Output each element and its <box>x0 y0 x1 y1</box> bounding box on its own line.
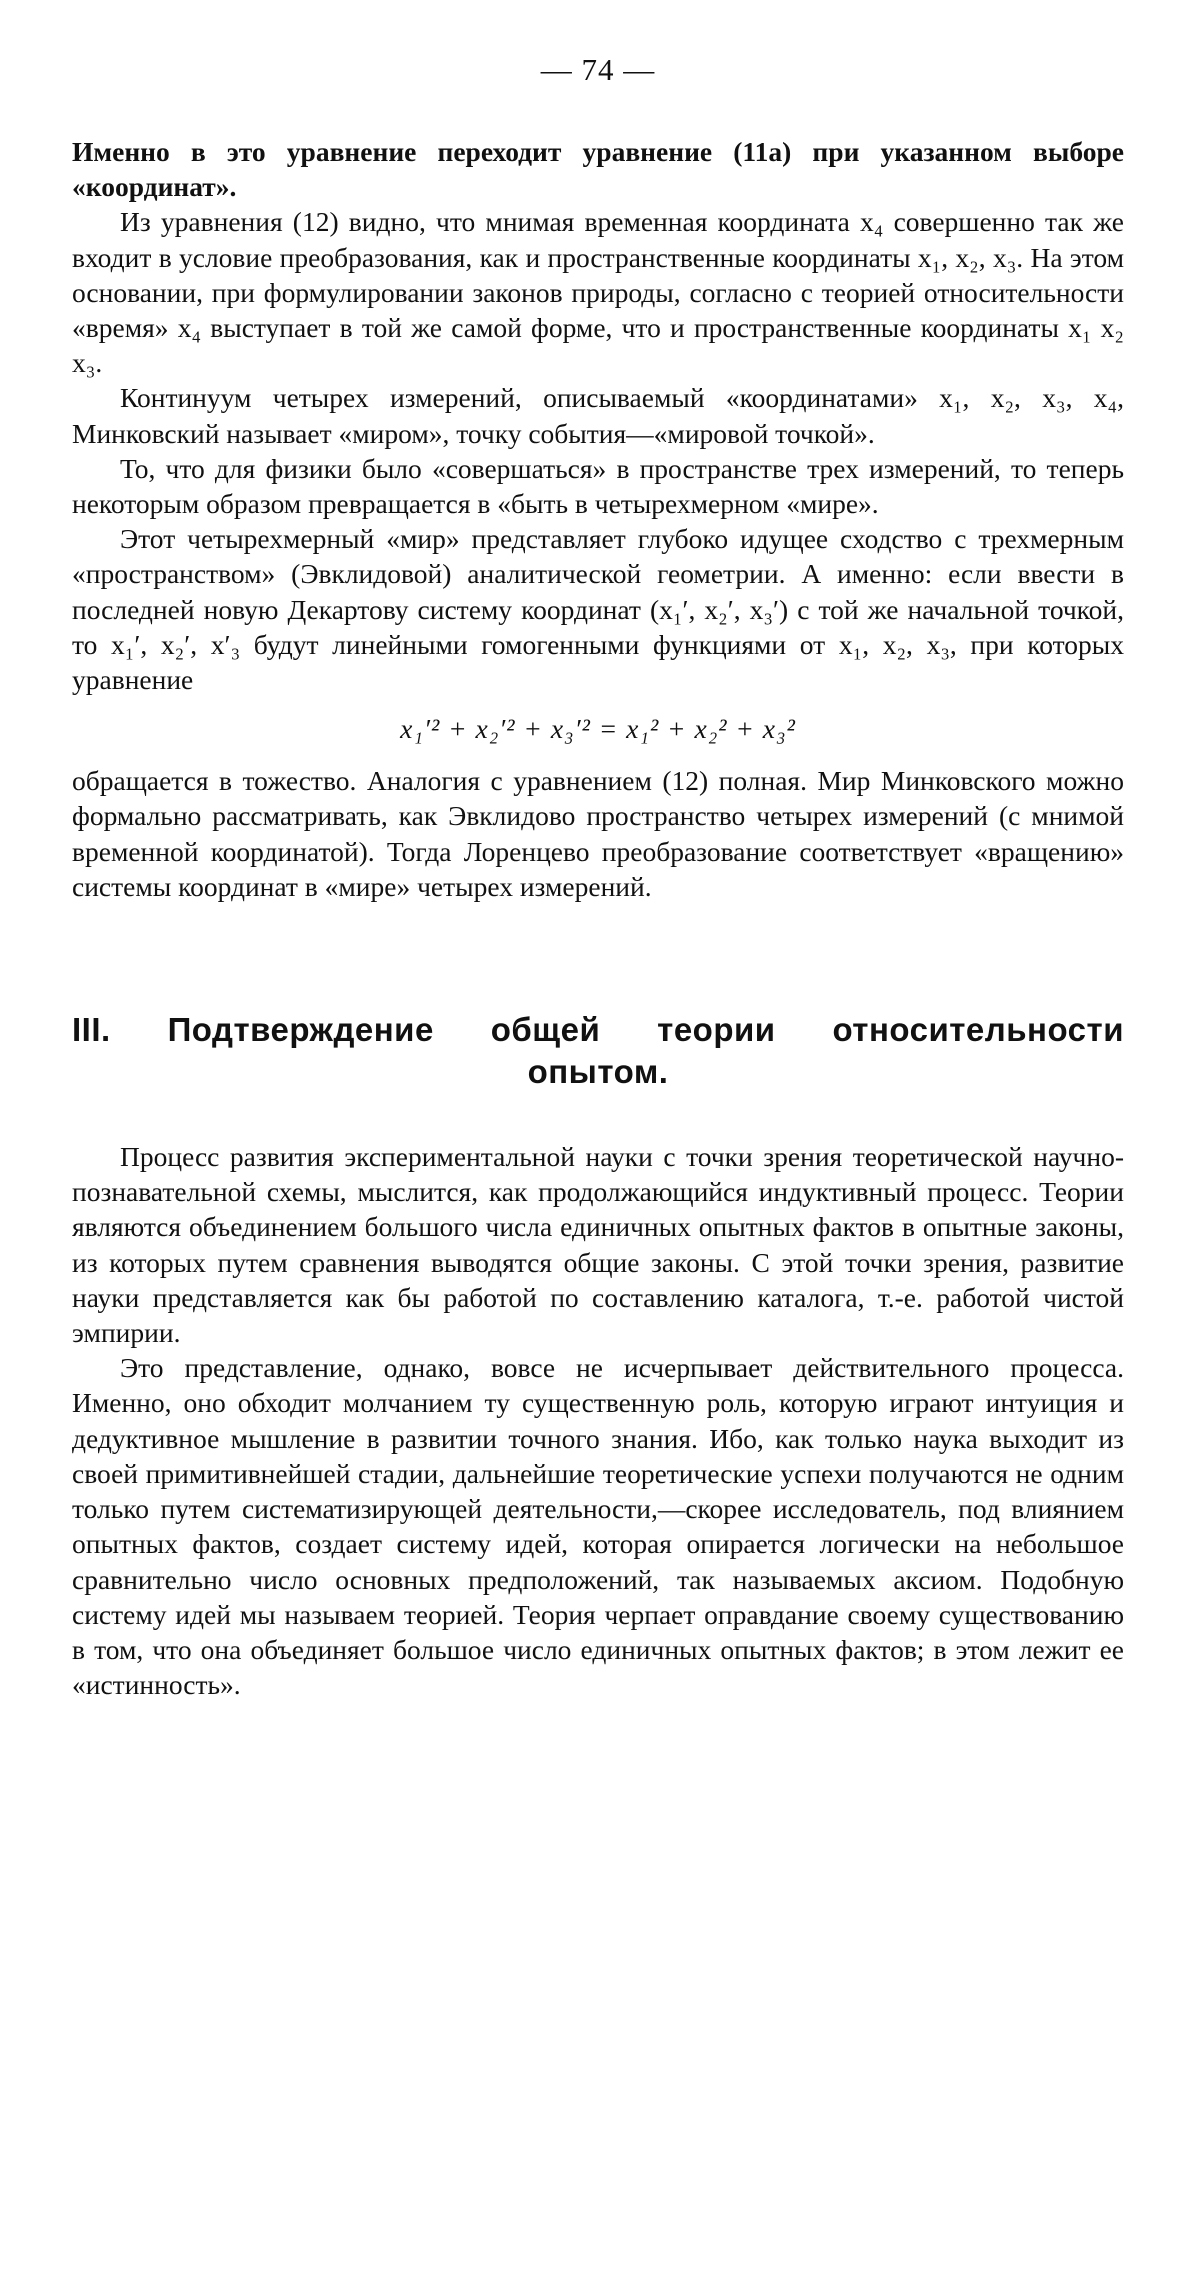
page <box>72 52 1124 1702</box>
section-heading-line-2: опытом. <box>527 1053 669 1091</box>
paragraph-after-equation: обращается в тожество. Аналогия с уравнением (12) полная. Мир Минковского можно формально рассматривать, как Эвклидово пространство четырех измерений (с мнимой временной координатой). Тогда Лоренцево преобразование соответствует «вращению» системы координат в «мире» четырех измерений. <box>72 765 1124 902</box>
paragraph-7: Это представление, однако, вовсе не исчерпывает действительного процесса. Именно, оно обходит молчанием ту существенную роль, которую играют интуиция и дедуктивное мышление в развитии точного знания. Ибо, как только наука выходит из своей примитивнейшей стадии, дальнейшие теоретические успехи получаются не одним только путем систематизирующей деятельности,—скорее исследователь, под влиянием опытных фактов, создает систему идей, которая опирается логически на небольшое сравнительно число основных предположений, так называемых аксиом. Подобную систему идей мы называем теорией. Теория черпает оправдание своему существованию в том, что она объединяет большое число единичных опытных фактов; в этом лежит ее «истинность». <box>72 1352 1124 1701</box>
paragraph-5: Этот четырехмерный «мир» представляет глубоко идущее сходство с трехмерным «пространством» (Эвклидовой) аналитической геометрии. А именно: если ввести в последней новую Декартову систему координат (x₁′, x₂′, x₃′) с той же начальной точкой, то x₁′, x₂′, x′₃ будут линейными гомогенными функциями от x₁, x₂, x₃, при которых уравнение <box>72 523 1124 696</box>
page-number: — 74 — <box>540 52 656 87</box>
section-heading <box>72 1009 1124 1093</box>
paragraph-4: То, что для физики было «совершаться» в пространстве трех измерений, то теперь некоторым образом превращается в «быть в четырехмерном «мире». <box>72 452 1124 520</box>
paragraph-2: Из уравнения (12) видно, что мнимая временная координата x₄ совершенно так же входит в условие преобразования, как и пространственные координаты x₁, x₂, x₃. На этом основании, при формулировании законов природы, согласно с теорией относительности «время» x₄ выступает в той же самой форме, что и пространственные координаты x₁ x₂ x₃. <box>72 206 1124 379</box>
equation: x₁′² + x₂′² + x₃′² = x₁² + x₂² + x₃² <box>400 713 796 745</box>
section-heading-line-1: III. Подтверждение общей теории относительности <box>72 1011 1124 1049</box>
paragraph-3: Континуум четырех измерений, описываемый «координатами» x₁, x₂, x₃, x₄, Минковский называет «миром», точку события—«мировой точкой». <box>72 382 1124 449</box>
paragraph-6: Процесс развития экспериментальной науки с точки зрения теоретической научно-познавательной схемы, мыслится, как продолжающийся индуктивный процесс. Теории являются объединением большого числа единичных опытных фактов в опытные законы, из которых путем сравнения выводятся общие законы. С этой точки зрения, развитие науки представляется как бы работой по составлению каталога, т.-е. работой чистой эмпирии. <box>72 1141 1124 1349</box>
paragraph-1: Именно в это уравнение переходит уравнение (11а) при указанном выборе «координат». <box>72 136 1124 203</box>
